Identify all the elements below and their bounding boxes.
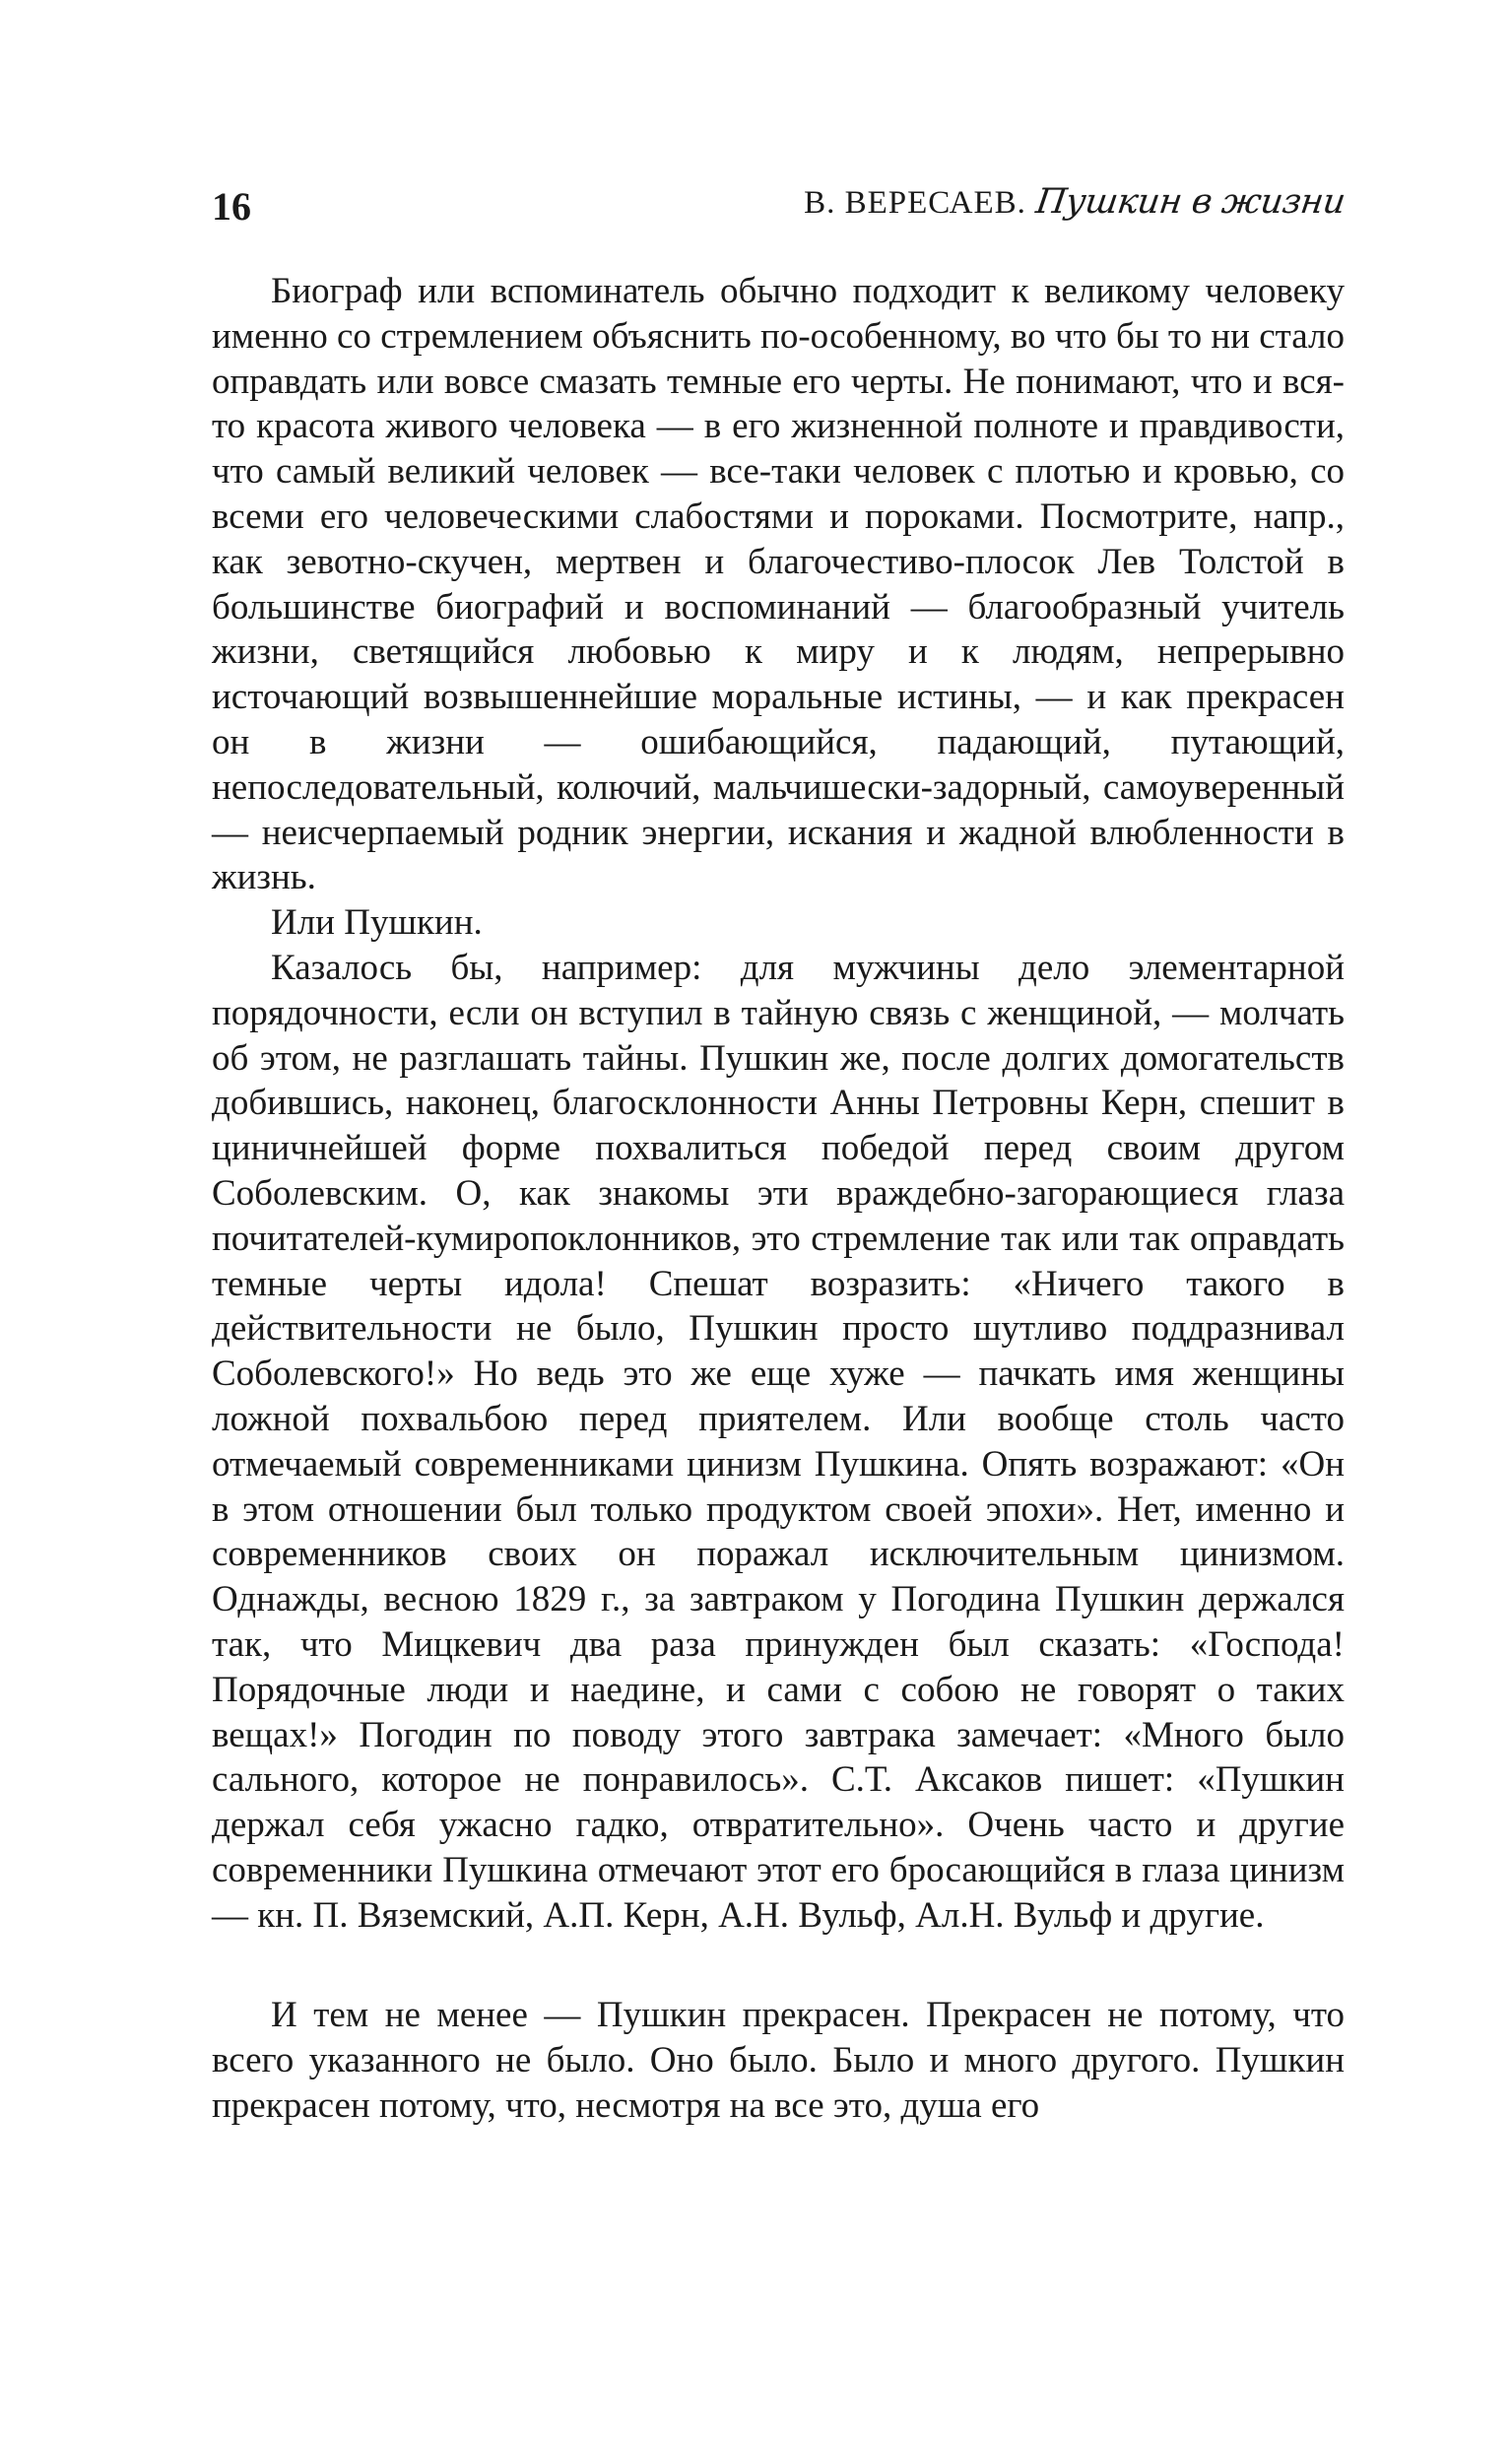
paragraph: Или Пушкин. <box>271 902 483 944</box>
running-head-title: Пушкин в жизни <box>1033 182 1348 222</box>
page-number: 16 <box>212 184 251 229</box>
running-head-author: В. ВЕРЕСАЕВ. <box>804 185 1026 221</box>
paragraph: Биограф или вспоминатель обычно подходит к великому человеку именно со стремлением объяснить по-особенному, во что бы то ни стало оправдать или вовсе смазать темные его черты. Не понимают, что и вся-то красота живого человека — в его жизненной полноте и правдивости, что самый великий человек — все-таки человек с плотью и кровью, со всеми его человеческими слабостями и пороками. Посмотрите, напр., как зевотно-скучен, мертвен и благочестиво-плосок Лев Толстой в большинстве биографий и воспоминаний — благообразный учитель жизни, светящийся любовью к миру и к людям, непрерывно источающий возвышеннейшие моральные истины, — и как прекрасен он в жизни — ошибающийся, падающий, путающий, непоследовательный, колючий, мальчишески-задорный, самоуверенный — неисчерпаемый родник энергии, искания и жадной влюбленности в жизнь. <box>212 271 1345 898</box>
main-text <box>212 269 1345 2129</box>
paragraph: И тем не менее — Пушкин прекрасен. Прекрасен не потому, что всего указанного не было. Оно было. Было и много другого. Пушкин прекрасен потому, что, несмотря на все это, душа его <box>212 1995 1345 2127</box>
paragraph: Казалось бы, например: для мужчины дело элементарной порядочности, если он вступил в тайную связь с женщиной, — молчать об этом, не разглашать тайны. Пушкин же, после долгих домогательств добившись, наконец, благосклонности Анны Петровны Керн, спешит в циничнейшей форме похвалиться победой перед своим другом Соболевским. О, как знакомы эти враждебно-загорающиеся глаза почитателей-кумиропоклонников, это стремление так или так оправдать темные черты идола! Спешат возразить: «Ничего такого в действительности не было, Пушкин просто шутливо поддразнивал Соболевского!» Но ведь это же еще хуже — пачкать имя женщины ложной похвальбою перед приятелем. Или вообще столь часто отмечаемый современниками цинизм Пушкина. Опять возражают: «Он в этом отношении был только продуктом своей эпохи». Нет, именно и современников своих он поражал исключительным цинизмом. Однажды, весною 1829 г., за завтраком у Погодина Пушкин держался так, что Мицкевич два раза принужден был сказать: «Господа! Порядочные люди и наедине, и сами с собою не говорят о таких вещах!» Погодин по поводу этого завтрака замечает: «Много было сального, которое не понравилось». С.Т. Аксаков пишет: «Пушкин держал себя ужасно гадко, отвратительно». Очень часто и другие современники Пушкина отмечают этот его бросающийся в глаза цинизм — кн. П. Вяземский, А.П. Керн, А.Н. Вульф, Ал.Н. Вульф и другие. <box>212 947 1345 1936</box>
running-head <box>804 182 1348 222</box>
